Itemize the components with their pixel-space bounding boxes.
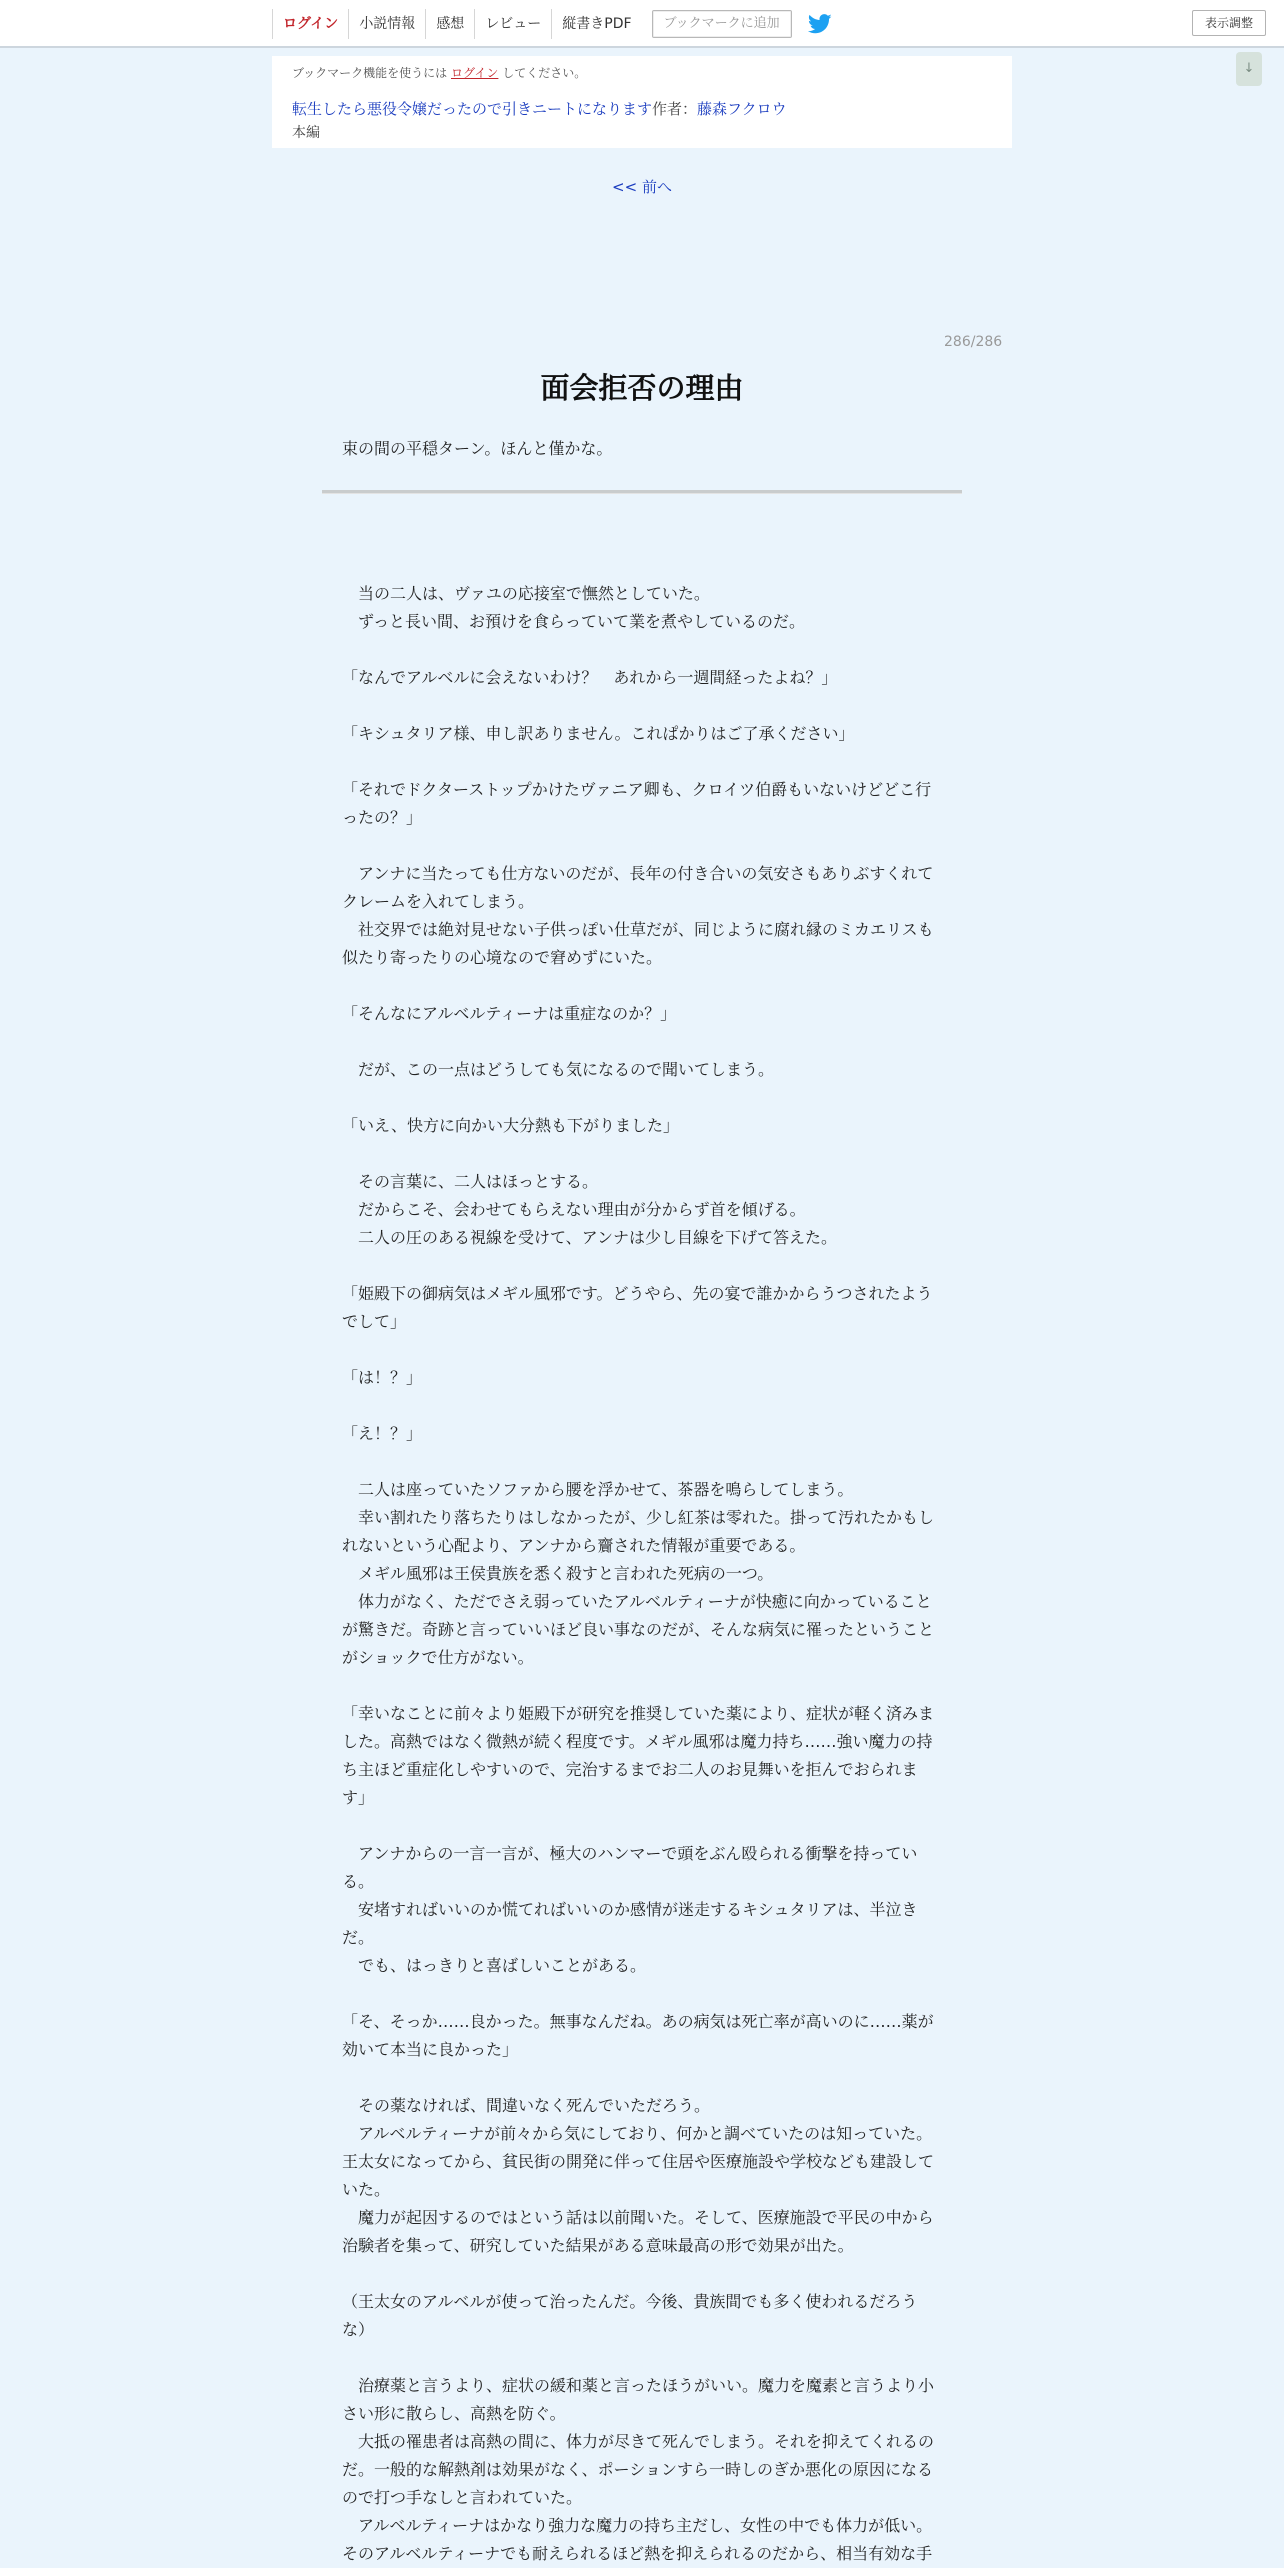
main-nav: [272, 8, 832, 40]
body-line: だ。: [342, 1928, 375, 1947]
body-line: 「そ、そっか……良かった。無事なんだね。あの病気は死亡率が高いのに……薬が: [342, 2012, 934, 2031]
body-line: 「幸いなことに前々より姫殿下が研究を推奨していた薬により、症状が軽く済みま: [342, 1704, 935, 1723]
body-line: [342, 1672, 938, 1700]
body-line: [342, 692, 938, 720]
impressions-link[interactable]: 感想: [425, 9, 474, 39]
body-line: がショックで仕方がない。: [342, 1648, 534, 1667]
body-line: その薬なければ、間違いなく死んでいただろう。: [342, 2096, 711, 2115]
vertical-pdf-link[interactable]: 縦書きPDF: [551, 9, 641, 39]
body-line: な）: [342, 2320, 375, 2339]
body-line: した。高熱ではなく微熱が続く程度です。メギル風邪は魔力持ち……強い魔力の持: [342, 1732, 933, 1751]
body-line: [342, 1336, 938, 1364]
body-line: [342, 1028, 938, 1056]
body-line: そのアルベルティーナでも耐えられるほど熱を抑えられるのだから、相当有効な手: [342, 2544, 933, 2563]
body-line: でも、はっきりと喜ばしいことがある。: [342, 1956, 647, 1975]
body-line: 二人の圧のある視線を受けて、アンナは少し目線を下げて答えた。: [342, 1228, 838, 1247]
body-line: [342, 2344, 938, 2372]
body-line: 治験者を集って、研究していた結果がある意味最高の形で効果が出た。: [342, 2236, 854, 2255]
top-navigation-bar: [0, 0, 1284, 48]
body-line: [342, 1084, 938, 1112]
body-line: ったの？」: [342, 808, 423, 827]
body-line: メギル風邪は王侯貴族を悉く殺すと言われた死病の一つ。: [342, 1564, 774, 1583]
body-line: 幸い割れたり落ちたりはしなかったが、少し紅茶は零れた。掛って汚れたかもし: [342, 1508, 935, 1527]
body-line: [342, 1812, 938, 1840]
body-line: 当の二人は、ヴァユの応接室で憮然としていた。: [342, 584, 710, 603]
display-settings-button[interactable]: 表示調整: [1192, 10, 1266, 36]
body-line: 「そんなにアルベルティーナは重症なのか？」: [342, 1004, 677, 1023]
section-label: 本編: [292, 125, 320, 141]
body-line: [342, 1448, 938, 1476]
body-line: [342, 636, 938, 664]
bookmark-add-button[interactable]: ブックマークに追加: [652, 10, 792, 38]
novel-info-link[interactable]: 小説情報: [348, 9, 425, 39]
body-line: [342, 748, 938, 776]
body-line: でして」: [342, 1312, 407, 1331]
body-line: [342, 2064, 938, 2092]
body-line: だからこそ、会わせてもらえない理由が分からず首を傾げる。: [342, 1200, 806, 1219]
bookmark-note-prefix: ブックマーク機能を使うには: [292, 66, 448, 80]
body-line: アンナからの一言一言が、極大のハンマーで頭をぶん殴られる衝撃を持ってい: [342, 1844, 918, 1863]
body-line: アルベルティーナはかなり強力な魔力の持ち主だし、女性の中でも体力が低い。: [342, 2516, 933, 2535]
body-line: 「姫殿下の御病気はメギル風邪です。どうやら、先の宴で誰かからうつされたよう: [342, 1284, 933, 1303]
body-line: 「キシュタリア様、申し訳ありません。これぱかりはご了承ください」: [342, 724, 855, 743]
body-line: 体力がなく、ただでさえ弱っていたアルベルティーナが快癒に向かっていること: [342, 1592, 932, 1611]
body-line: 大抵の罹患者は高熱の間に、体力が尽きて死んでしまう。それを抑えてくれるの: [342, 2432, 935, 2451]
author-line: [652, 98, 787, 119]
body-line: アルベルティーナが前々から気にしており、何かと調べていたのは知っていた。: [342, 2124, 933, 2143]
body-line: （王太女のアルベルが使って治ったんだ。今後、貴族間でも多く使われるだろう: [342, 2292, 918, 2311]
body-line: る。: [342, 1872, 375, 1891]
body-line: す」: [342, 1788, 375, 1807]
body-line: 「なんでアルベルに会えないわけ？ あれから一週間経ったよね？」: [342, 668, 838, 687]
episode-counter: 286/286: [944, 334, 1003, 350]
body-line: ずっと長い間、お預けを食らっていて業を煮やしているのだ。: [342, 612, 806, 631]
scroll-down-button[interactable]: ↓: [1236, 52, 1262, 86]
body-line: だが、この一点はどうしても気になるので聞いてしまう。: [342, 1060, 775, 1079]
body-line: 「は！？」: [342, 1368, 423, 1387]
body-line: だ。一般的な解熱剤は効果がなく、ポーションすら一時しのぎか悪化の原因になる: [342, 2460, 934, 2479]
body-line: 二人は座っていたソファから腰を浮かせて、茶器を鳴らしてしまう。: [342, 1480, 854, 1499]
body-line: 治療薬と言うより、症状の緩和薬と言ったほうがいい。魔力を魔素と言うより小: [342, 2376, 935, 2395]
body-line: ので打つ手なしと言われていた。: [342, 2488, 583, 2507]
body-line: れないという心配より、アンナから齎された情報が重要である。: [342, 1536, 806, 1555]
body-line: 王太女になってから、貧民街の開発に伴って住居や医療施設や学校なども建設して: [342, 2152, 935, 2171]
prev-page-link-text[interactable]: << 前へ: [612, 178, 672, 196]
author-label: 作者：: [652, 100, 698, 118]
body-line: 「いえ、快方に向かい大分熱も下がりました」: [342, 1116, 679, 1135]
chapter-preface: 束の間の平穏ターン。ほんと僅かな。: [342, 439, 613, 458]
body-line: [342, 2260, 938, 2288]
body-line: [342, 1140, 938, 1168]
body-line: 似たり寄ったりの心境なので窘めずにいた。: [342, 948, 663, 967]
body-line: 「え！？」: [342, 1424, 423, 1443]
twitter-icon[interactable]: [808, 14, 832, 34]
preface-divider: [322, 490, 962, 494]
bookmark-note-login-link[interactable]: ログイン: [451, 66, 499, 80]
body-line: ち主ほど重症化しやすいので、完治するまでお二人のお見舞いを拒んでおられま: [342, 1760, 918, 1779]
review-link[interactable]: レビュー: [474, 9, 551, 39]
login-link[interactable]: ログイン: [272, 9, 348, 39]
body-line: クレームを入れてしまう。: [342, 892, 535, 911]
author-name-link[interactable]: 藤森フクロウ: [697, 100, 787, 118]
body-line: 魔力が起因するのではという話は以前聞いた。そして、医療施設で平民の中から: [342, 2208, 934, 2227]
body-line: アンナに当たっても仕方ないのだが、長年の付き合いの気安さもありぶすくれて: [342, 864, 934, 883]
body-line: [342, 972, 938, 1000]
body-line: 効いて本当に良かった」: [342, 2040, 519, 2059]
body-line: 社交界では絶対見せない子供っぽい仕草だが、同じように腐れ縁のミカエリスも: [342, 920, 934, 939]
body-line: [342, 1252, 938, 1280]
chapter-title: 面会拒否の理由: [540, 371, 744, 405]
body-line: [342, 1392, 938, 1420]
body-line: [342, 832, 938, 860]
body-line: 「それでドクターストップかけたヴァニア卿も、クロイツ伯爵もいないけどどこ行: [342, 780, 932, 799]
bookmark-note-suffix: してください。: [502, 66, 587, 80]
body-line: さい形に散らし、高熱を防ぐ。: [342, 2404, 566, 2423]
prev-page-link: [0, 176, 1284, 197]
chapter-body: [342, 580, 938, 2568]
body-line: [342, 1980, 938, 2008]
body-line: その言葉に、二人はほっとする。: [342, 1172, 599, 1191]
bookmark-login-note: [292, 64, 586, 81]
body-line: が驚きだ。奇跡と言っていいほど良い事なのだが、そんな病気に罹ったということ: [342, 1620, 935, 1639]
body-line: いた。: [342, 2180, 391, 2199]
novel-info-box: [272, 56, 1012, 148]
body-line: 安堵すればいいのか慌てればいいのか感情が迷走するキシュタリアは、半泣き: [342, 1900, 918, 1919]
novel-title-link[interactable]: 転生したら悪役令嬢だったので引きニートになります: [292, 100, 653, 118]
